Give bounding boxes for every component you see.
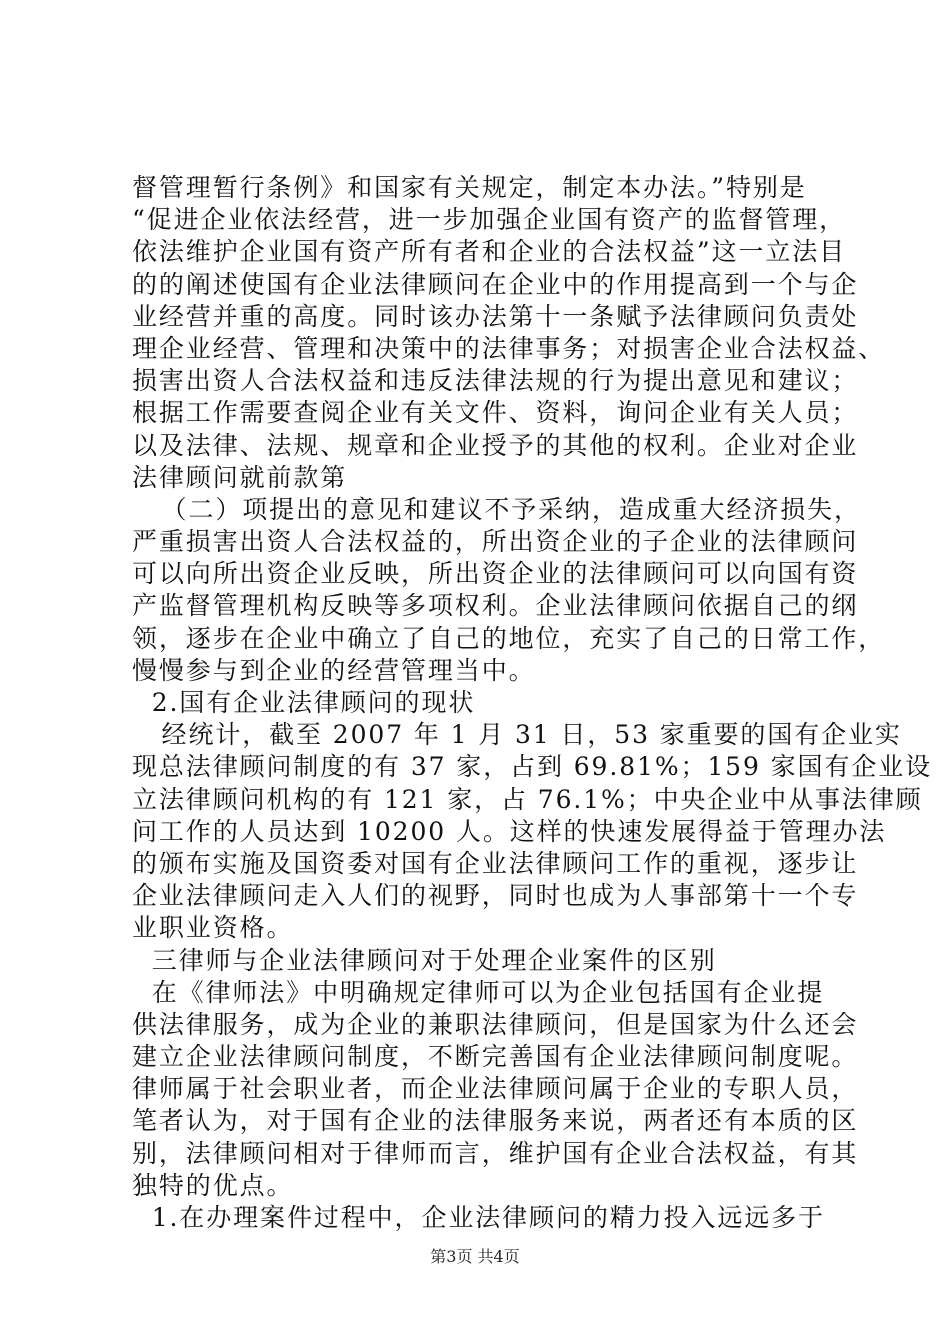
section-heading: 三律师与企业法律顾问对于处理企业案件的区别 (132, 945, 717, 975)
text-line: 1.在办理案件过程中，企业法律顾问的精力投入远远多于 (132, 1203, 825, 1232)
text-line: 供法律服务，成为企业的兼职法律顾问，但是国家为什么还会 (132, 1009, 859, 1039)
text-line: 以及法律、法规、规章和企业授予的其他的权利。企业对企业 (132, 430, 859, 460)
text-line: 领，逐步在企业中确立了自己的地位，充实了自己的日常工作， (132, 623, 886, 653)
text-line: 督管理暂行条例》和国家有关规定，制定本办法。”特别是 (132, 173, 807, 202)
text-line: 依法维护企业国有资产所有者和企业的合法权益”这一立法目 (132, 237, 847, 267)
page-number-footer: 第3页 共4页 (430, 1247, 520, 1266)
document-body (132, 172, 933, 1234)
text-line: 损害出资人合法权益和违反法律法规的行为提出意见和建议； (132, 366, 859, 396)
text-line: 业职业资格。 (132, 913, 294, 943)
text-line: 别，法律顾问相对于律师而言，维护国有企业合法权益，有其 (132, 1138, 859, 1168)
text-line: 业经营并重的高度。同时该办法第十一条赋予法律顾问负责处 (132, 301, 859, 331)
text-line: 理企业经营、管理和决策中的法律事务；对损害企业合法权益、 (132, 333, 886, 363)
text-line: （二）项提出的意见和建议不予采纳，造成重大经济损失， (132, 494, 861, 524)
text-line: 可以向所出资企业反映，所出资企业的法律顾问可以向国有资 (132, 559, 859, 589)
text-line: 的颁布实施及国资委对国有企业法律顾问工作的重视，逐步让 (132, 848, 859, 878)
text-line: 独特的优点。 (132, 1170, 294, 1200)
text-line: 法律顾问就前款第 (132, 462, 348, 492)
text-line: 慢慢参与到企业的经营管理当中。 (132, 655, 536, 685)
text-line: 经统计，截至 2007 年 1 月 31 日，53 家重要的国有企业实 (132, 720, 902, 750)
text-line: 笔者认为，对于国有企业的法律服务来说，两者还有本质的区 (132, 1106, 859, 1136)
text-line: 问工作的人员达到 10200 人。这样的快速发展得益于管理办法 (132, 816, 887, 846)
text-line: 根据工作需要查阅企业有关文件、资料，询问企业有关人员； (132, 398, 859, 428)
section-heading: 2.国有企业法律顾问的现状 (132, 688, 476, 717)
text-line: 企业法律顾问走入人们的视野，同时也成为人事部第十一个专 (132, 881, 859, 911)
text-line: 的的阐述使国有企业法律顾问在企业中的作用提高到一个与企 (132, 269, 859, 299)
text-line: “促进企业依法经营，进一步加强企业国有资产的监督管理， (132, 205, 847, 235)
text-line: 现总法律顾问制度的有 37 家，占到 69.81%；159 家国有企业设 (132, 752, 933, 782)
text-line: 严重损害出资人合法权益的，所出资企业的子企业的法律顾问 (132, 527, 859, 557)
text-line: 建立企业法律顾问制度，不断完善国有企业法律顾问制度呢。 (132, 1042, 859, 1072)
text-line: 产监督管理机构反映等多项权利。企业法律顾问依据自己的纲 (132, 591, 859, 621)
text-line: 律师属于社会职业者，而企业法律顾问属于企业的专职人员， (132, 1074, 859, 1104)
text-line: 在《律师法》中明确规定律师可以为企业包括国有企业提 (132, 977, 825, 1007)
text-line: 立法律顾问机构的有 121 家，占 76.1%；中央企业中从事法律顾 (132, 784, 923, 814)
